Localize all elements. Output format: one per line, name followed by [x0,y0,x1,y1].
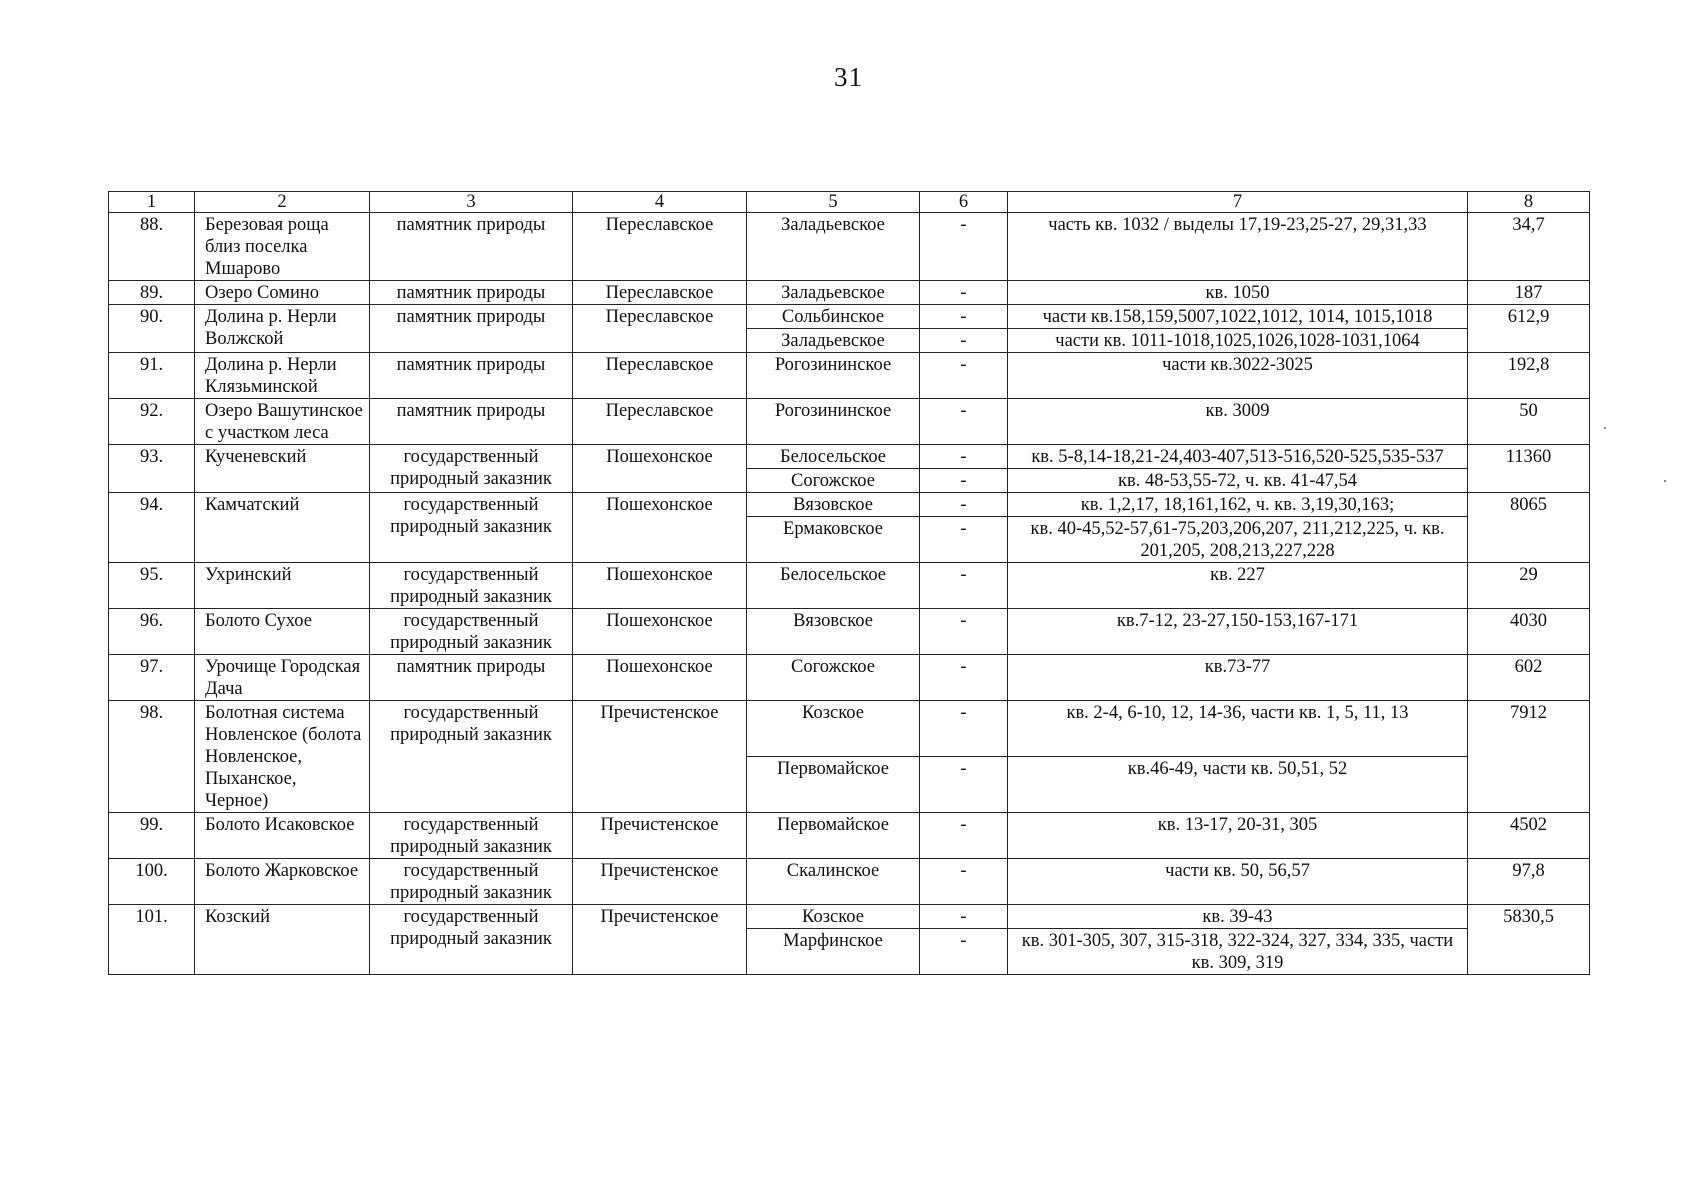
object-category: памятник природы [370,655,573,701]
object-category: памятник природы [370,305,573,353]
object-category: государственный природный заказник [370,493,573,563]
area-value: 612,9 [1468,305,1590,353]
column-6-value: - [920,929,1008,975]
column-6-value: - [920,655,1008,701]
forest-quarters: кв. 227 [1008,563,1468,609]
settlement-name: Заладьевское [747,213,920,281]
row-number: 96. [109,609,195,655]
forest-quarters: кв.73-77 [1008,655,1468,701]
column-6-value: - [920,305,1008,329]
column-header: 8 [1468,192,1590,213]
object-name: Козский [195,905,370,975]
forest-quarters: части кв. 1011-1018,1025,1026,1028-1031,1064 [1008,329,1468,353]
settlement-name: Белосельское [747,563,920,609]
column-6-value: - [920,609,1008,655]
row-number: 93. [109,445,195,493]
object-name: Ухринский [195,563,370,609]
area-value: 192,8 [1468,353,1590,399]
column-6-value: - [920,445,1008,469]
area-value: 7912 [1468,701,1590,813]
settlement-name: Заладьевское [747,281,920,305]
forest-quarters: части кв. 50, 56,57 [1008,859,1468,905]
column-6-value: - [920,563,1008,609]
object-category: государственный природный заказник [370,563,573,609]
table-row [109,399,1590,445]
row-number: 90. [109,305,195,353]
forest-quarters: части кв.3022-3025 [1008,353,1468,399]
settlement-name: Согожское [747,469,920,493]
table-header [109,192,1590,213]
protected-areas-table [108,191,1590,975]
settlement-name: Ермаковское [747,517,920,563]
column-header: 3 [370,192,573,213]
district-name: Пошехонское [573,445,747,493]
forest-quarters: кв. 301-305, 307, 315-318, 322-324, 327, 334, 335, части кв. 309, 319 [1008,929,1468,975]
column-6-value: - [920,859,1008,905]
area-value: 602 [1468,655,1590,701]
row-number: 98. [109,701,195,813]
forest-quarters: кв. 40-45,52-57,61-75,203,206,207, 211,212,225, ч. кв. 201,205, 208,213,227,228 [1008,517,1468,563]
table-row [109,305,1590,329]
settlement-name: Козское [747,905,920,929]
settlement-name: Вязовское [747,609,920,655]
object-name: Озеро Вашутинское с участком леса [195,399,370,445]
column-6-value: - [920,905,1008,929]
settlement-name: Первомайское [747,757,920,813]
column-header: 7 [1008,192,1468,213]
area-value: 187 [1468,281,1590,305]
column-6-value: - [920,469,1008,493]
district-name: Переславское [573,281,747,305]
forest-quarters: кв. 13-17, 20-31, 305 [1008,813,1468,859]
object-category: государственный природный заказник [370,701,573,813]
district-name: Переславское [573,399,747,445]
object-name: Кученевский [195,445,370,493]
settlement-name: Рогозининское [747,399,920,445]
area-value: 29 [1468,563,1590,609]
settlement-name: Сольбинское [747,305,920,329]
object-name: Болото Исаковское [195,813,370,859]
table-row [109,445,1590,469]
forest-quarters: кв. 2-4, 6-10, 12, 14-36, части кв. 1, 5, 11, 13 [1008,701,1468,757]
object-category: государственный природный заказник [370,445,573,493]
column-6-value: - [920,517,1008,563]
forest-quarters: кв. 48-53,55-72, ч. кв. 41-47,54 [1008,469,1468,493]
row-number: 95. [109,563,195,609]
object-name: Долина р. Нерли Волжской [195,305,370,353]
row-number: 94. [109,493,195,563]
column-6-value: - [920,813,1008,859]
forest-quarters: кв.7-12, 23-27,150-153,167-171 [1008,609,1468,655]
scan-speck [1604,427,1606,429]
column-6-value: - [920,353,1008,399]
settlement-name: Рогозининское [747,353,920,399]
settlement-name: Марфинское [747,929,920,975]
column-6-value: - [920,213,1008,281]
object-name: Озеро Сомино [195,281,370,305]
column-6-value: - [920,281,1008,305]
forest-quarters: кв. 1050 [1008,281,1468,305]
forest-quarters: кв. 5-8,14-18,21-24,403-407,513-516,520-525,535-537 [1008,445,1468,469]
column-header: 5 [747,192,920,213]
table-row [109,213,1590,281]
table-body [109,213,1590,975]
object-category: государственный природный заказник [370,905,573,975]
table-row [109,859,1590,905]
table-row [109,281,1590,305]
scan-speck [1664,480,1666,482]
column-header: 2 [195,192,370,213]
object-name: Урочище Городская Дача [195,655,370,701]
object-name: Долина р. Нерли Клязьминской [195,353,370,399]
area-value: 50 [1468,399,1590,445]
row-number: 89. [109,281,195,305]
row-number: 88. [109,213,195,281]
district-name: Пречистенское [573,859,747,905]
object-category: памятник природы [370,353,573,399]
table-row [109,353,1590,399]
object-category: памятник природы [370,281,573,305]
forest-quarters: кв.46-49, части кв. 50,51, 52 [1008,757,1468,813]
forest-quarters: часть кв. 1032 / выделы 17,19-23,25-27, 29,31,33 [1008,213,1468,281]
page-number: 31 [834,62,863,92]
area-value: 5830,5 [1468,905,1590,975]
district-name: Пречистенское [573,905,747,975]
object-name: Березовая роща близ поселка Мшарово [195,213,370,281]
district-name: Переславское [573,213,747,281]
settlement-name: Белосельское [747,445,920,469]
object-category: государственный природный заказник [370,813,573,859]
row-number: 100. [109,859,195,905]
settlement-name: Первомайское [747,813,920,859]
forest-quarters: кв. 39-43 [1008,905,1468,929]
area-value: 97,8 [1468,859,1590,905]
area-value: 4030 [1468,609,1590,655]
row-number: 92. [109,399,195,445]
column-6-value: - [920,399,1008,445]
object-category: государственный природный заказник [370,609,573,655]
settlement-name: Заладьевское [747,329,920,353]
forest-quarters: кв. 1,2,17, 18,161,162, ч. кв. 3,19,30,163; [1008,493,1468,517]
column-header: 1 [109,192,195,213]
area-value: 34,7 [1468,213,1590,281]
district-name: Переславское [573,305,747,353]
forest-quarters: кв. 3009 [1008,399,1468,445]
district-name: Пошехонское [573,655,747,701]
district-name: Пречистенское [573,813,747,859]
forest-quarters: части кв.158,159,5007,1022,1012, 1014, 1015,1018 [1008,305,1468,329]
column-header: 6 [920,192,1008,213]
district-name: Пошехонское [573,493,747,563]
area-value: 8065 [1468,493,1590,563]
table-row [109,905,1590,929]
row-number: 91. [109,353,195,399]
table-row [109,701,1590,757]
column-6-value: - [920,757,1008,813]
column-6-value: - [920,701,1008,757]
settlement-name: Скалинское [747,859,920,905]
table-row [109,563,1590,609]
district-name: Переславское [573,353,747,399]
column-6-value: - [920,493,1008,517]
table-row [109,655,1590,701]
row-number: 99. [109,813,195,859]
object-category: памятник природы [370,213,573,281]
object-category: памятник природы [370,399,573,445]
row-number: 97. [109,655,195,701]
settlement-name: Согожское [747,655,920,701]
row-number: 101. [109,905,195,975]
settlement-name: Вязовское [747,493,920,517]
object-name: Болотная система Новленское (болота Новленское, Пыханское, Черное) [195,701,370,813]
settlement-name: Козское [747,701,920,757]
table-row [109,609,1590,655]
object-name: Болото Сухое [195,609,370,655]
district-name: Пошехонское [573,609,747,655]
object-name: Камчатский [195,493,370,563]
table-row [109,813,1590,859]
object-category: государственный природный заказник [370,859,573,905]
area-value: 11360 [1468,445,1590,493]
table-row [109,493,1590,517]
district-name: Пречистенское [573,701,747,813]
column-header: 4 [573,192,747,213]
district-name: Пошехонское [573,563,747,609]
column-6-value: - [920,329,1008,353]
area-value: 4502 [1468,813,1590,859]
object-name: Болото Жарковское [195,859,370,905]
